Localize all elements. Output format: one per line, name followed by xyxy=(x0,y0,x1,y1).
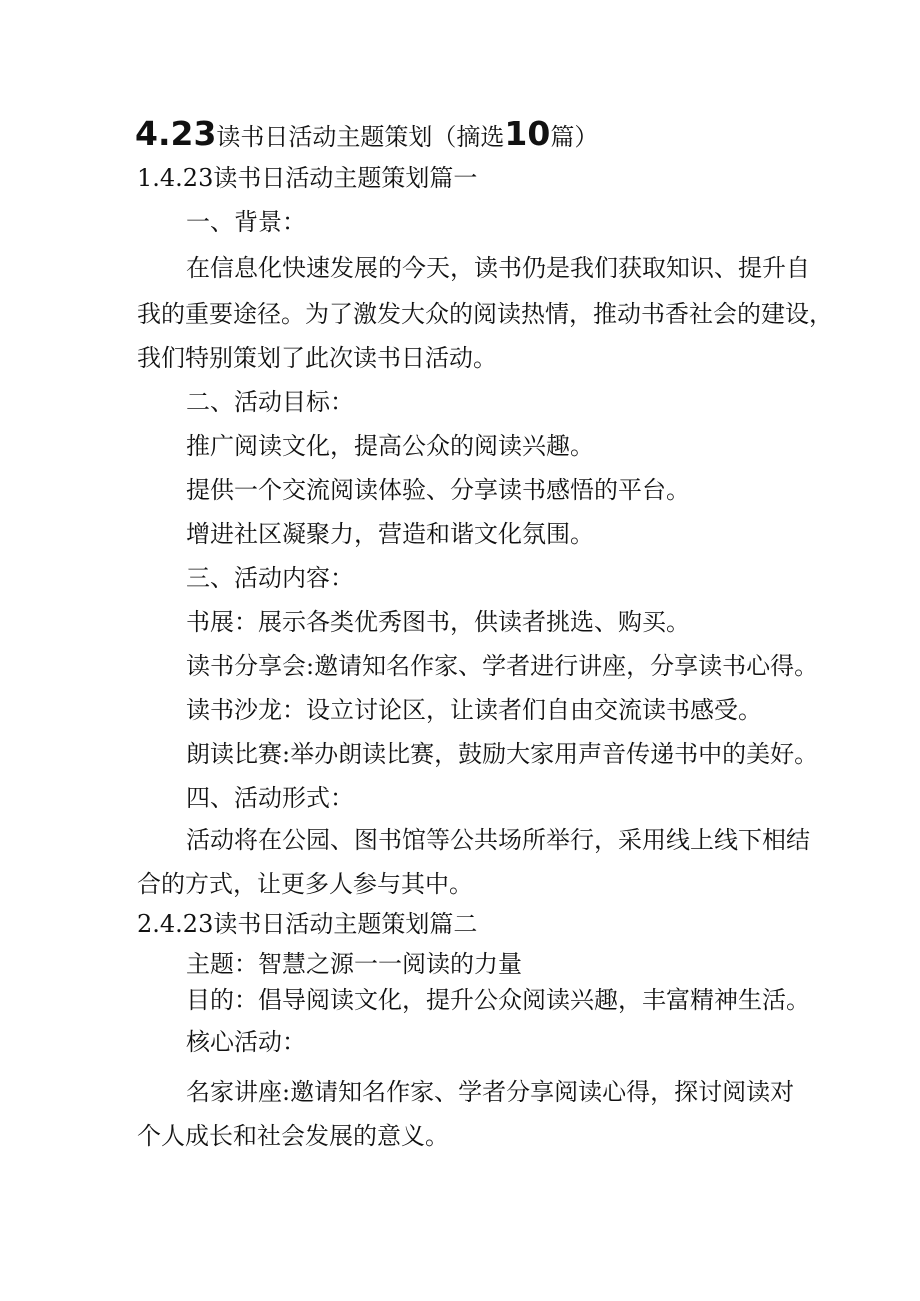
paragraph-line: 合的方式，让更多人参与其中。 xyxy=(137,870,473,898)
title-count: 10 xyxy=(504,114,551,153)
subheading-goals: 二、活动目标： xyxy=(186,388,354,416)
paragraph-line: 目的：倡导阅读文化，提升公众阅读兴趣，丰富精神生活。 xyxy=(186,986,810,1014)
paragraph-line: 名家讲座:邀请知名作家、学者分享阅读心得，探讨阅读对 xyxy=(186,1078,795,1106)
paragraph-line: 个人成长和社会发展的意义。 xyxy=(137,1122,449,1150)
title-number: 4.23 xyxy=(135,114,217,153)
subheading-format: 四、活动形式： xyxy=(186,784,354,812)
paragraph-line: 我们特别策划了此次读书日活动。 xyxy=(137,344,497,372)
title-end: 篇） xyxy=(550,123,599,151)
paragraph-line: 书展：展示各类优秀图书，供读者挑选、购买。 xyxy=(186,608,690,636)
title-text: 读书日活动主题策划（摘选 xyxy=(216,123,505,151)
section-heading-1: 1.4.23读书日活动主题策划篇一 xyxy=(137,164,478,192)
paragraph-line: 活动将在公园、图书馆等公共场所举行，采用线上线下相结 xyxy=(186,826,810,854)
subheading-background: 一、背景： xyxy=(186,208,306,236)
paragraph-line: 主题：智慧之源一一阅读的力量 xyxy=(186,950,522,978)
subheading-content: 三、活动内容： xyxy=(186,564,354,592)
paragraph-line: 读书分享会:邀请知名作家、学者进行讲座，分享读书心得。 xyxy=(186,652,819,680)
subheading-core: 核心活动： xyxy=(186,1028,306,1056)
document-title xyxy=(135,112,598,159)
paragraph-line: 推广阅读文化，提高公众的阅读兴趣。 xyxy=(186,432,594,460)
paragraph-line: 朗读比赛:举办朗读比赛，鼓励大家用声音传递书中的美好。 xyxy=(186,740,819,768)
paragraph-line: 增进社区凝聚力，营造和谐文化氛围。 xyxy=(186,520,594,548)
paragraph-line: 我的重要途径。为了激发大众的阅读热情，推动书香社会的建设， xyxy=(137,300,833,328)
paragraph-line: 提供一个交流阅读体验、分享读书感悟的平台。 xyxy=(186,476,690,504)
paragraph-line: 在信息化快速发展的今天，读书仍是我们获取知识、提升自 xyxy=(186,254,810,282)
paragraph-line: 读书沙龙：设立讨论区，让读者们自由交流读书感受。 xyxy=(186,696,762,724)
section-heading-2: 2.4.23读书日活动主题策划篇二 xyxy=(137,910,478,938)
